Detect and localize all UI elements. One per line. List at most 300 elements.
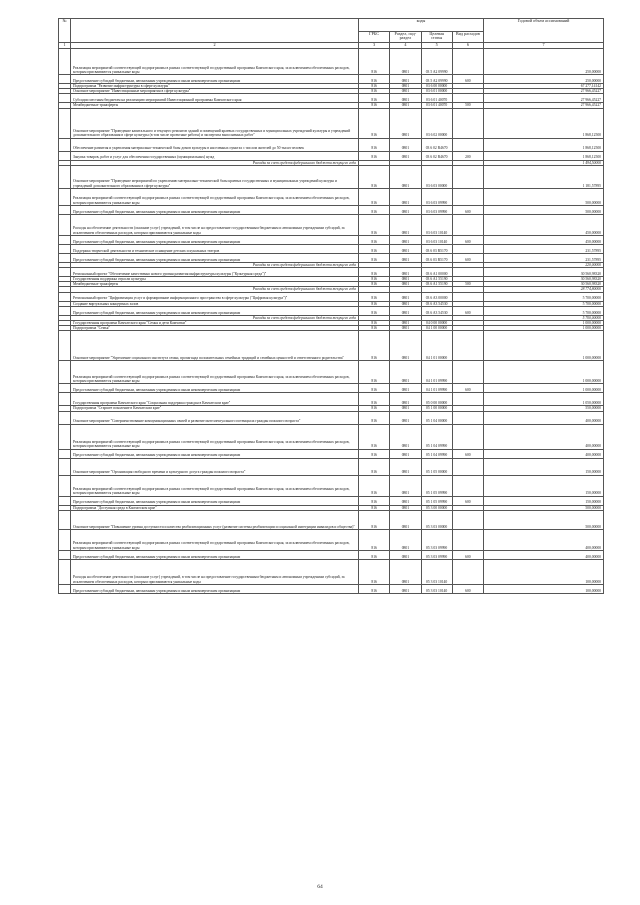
row-razdel-cell: 0801 — [390, 550, 421, 559]
row-name-cell: Предоставление субсидий бюджетным, автономным учреждениям и иным некоммерческим организациям — [71, 205, 359, 214]
row-amount-cell: 150,00000 — [484, 475, 604, 496]
row-expense-type-cell — [452, 361, 483, 384]
table-row — [59, 188, 604, 205]
row-razdel-cell: 0801 — [390, 253, 421, 262]
row-name-cell: Региональный проект "Цифровизация услуг и формирование информационного пространства в сфере культуры ("Цифровая культура")" — [71, 292, 359, 301]
row-number-cell — [59, 151, 71, 160]
row-expense-type-cell — [452, 475, 483, 496]
row-name-cell: Подпрограмма "Семья" — [71, 326, 359, 331]
row-grbs-cell: 816 — [359, 84, 390, 89]
row-expense-type-cell — [452, 424, 483, 449]
row-target-article-cell: 03 6 01 00000 — [421, 89, 452, 94]
row-name-cell: Предоставление субсидий бюджетным, автономным учреждениям и иным некоммерческим организациям — [71, 75, 359, 84]
row-name-cell: Расходы за счет средств федерального бюджета текущего года — [71, 160, 359, 165]
row-amount-cell: 1 000,00000 — [484, 321, 604, 326]
row-grbs-cell: 816 — [359, 449, 390, 458]
row-expense-type-cell — [452, 458, 483, 475]
table-row — [59, 268, 604, 277]
row-razdel-cell: 0801 — [390, 393, 421, 406]
row-name-cell: Региональный проект "Обеспечение качественно нового уровня развития инфраструктуры культуры ("Культурная среда")" — [71, 268, 359, 277]
row-number-cell — [59, 268, 71, 277]
row-razdel-cell: 0801 — [390, 510, 421, 529]
row-amount-cell: 27 966,45227 — [484, 89, 604, 94]
row-amount-cell: 231,57895 — [484, 253, 604, 262]
row-number-cell — [59, 449, 71, 458]
row-number-cell — [59, 361, 71, 384]
row-name-cell: Основное мероприятие "Инвестиционные мероприятия в сфере культуры" — [71, 89, 359, 94]
row-number-cell — [59, 253, 71, 262]
table-row — [59, 384, 604, 393]
row-expense-type-cell — [452, 165, 483, 188]
row-grbs-cell: 816 — [359, 326, 390, 331]
row-razdel-cell: 0801 — [390, 138, 421, 151]
row-expense-type-cell: 600 — [452, 253, 483, 262]
row-name-cell: Закупка товаров, работ и услуг для обеспечения государственных (муниципальных) нужд — [71, 151, 359, 160]
row-name-cell: Расходы на обеспечение деятельности (оказание услуг) учреждений, в том числе на предоставление государственным бюджетным и автономным учреждениям субсидий, за исключением обеспеченных расходов, которым присваиваются уникальные коды — [71, 214, 359, 235]
row-razdel-cell: 0801 — [390, 214, 421, 235]
row-razdel-cell: 0801 — [390, 331, 421, 361]
row-name-cell: Реализация мероприятий соответствующей подпрограммы в рамках соответствующей государственной программы Камчатского края, за исключением обеспеченных расходов, которым присваиваются уникальные коды — [71, 361, 359, 384]
row-razdel-cell: 0801 — [390, 306, 421, 315]
row-expense-type-cell: 600 — [452, 75, 483, 84]
row-target-article-cell: 05 3 03 09990 — [421, 529, 452, 550]
row-amount-cell: 231,57895 — [484, 244, 604, 253]
row-amount-cell: 27 966,45227 — [484, 103, 604, 108]
row-number-cell — [59, 550, 71, 559]
row-amount-cell: 450,00000 — [484, 235, 604, 244]
row-target-article-cell: 03 6 03 R5170 — [421, 244, 452, 253]
row-grbs-cell: 816 — [359, 165, 390, 188]
table-row — [59, 214, 604, 235]
row-grbs-cell: 816 — [359, 411, 390, 424]
table-row — [59, 424, 604, 449]
row-target-article-cell: 03 6 A1 55190 — [421, 277, 452, 282]
page-number: 64 — [317, 884, 323, 890]
row-amount-cell: 1 494,50000 — [484, 160, 604, 165]
row-expense-type-cell: 600 — [452, 306, 483, 315]
row-expense-type-cell — [452, 393, 483, 406]
row-number-cell — [59, 496, 71, 505]
table-row — [59, 496, 604, 505]
header-colnum: 6 — [452, 43, 483, 49]
row-number-cell — [59, 214, 71, 235]
row-target-article-cell: 03 6 03 09990 — [421, 188, 452, 205]
row-razdel-cell: 0801 — [390, 458, 421, 475]
row-name-cell: Государственная программа Камчатского края "Семья и дети Камчатки" — [71, 321, 359, 326]
row-grbs-cell: 816 — [359, 235, 390, 244]
row-razdel-cell: 0801 — [390, 151, 421, 160]
row-name-cell: Предоставление субсидий бюджетным, автономным учреждениям и иным некоммерческим организациям — [71, 584, 359, 593]
row-number-cell — [59, 559, 71, 584]
row-name-cell: Предоставление субсидий бюджетным, автономным учреждениям и иным некоммерческим организациям — [71, 449, 359, 458]
row-expense-type-cell: 600 — [452, 205, 483, 214]
row-name-cell: Расходы за счет средств федерального бюджета текущего года — [71, 262, 359, 267]
header-colnum: 7 — [484, 43, 604, 49]
row-razdel-cell: 0801 — [390, 94, 421, 103]
row-razdel-cell: 0801 — [390, 361, 421, 384]
row-amount-cell: 100,00000 — [484, 584, 604, 593]
row-target-article-cell: 03 6 02 R4670 — [421, 138, 452, 151]
row-amount-cell: 28 774,80000 — [484, 287, 604, 292]
row-target-article-cell: 04 1 00 00000 — [421, 326, 452, 331]
table-row — [59, 235, 604, 244]
row-name-cell: Подпрограмма "Старшее поколение в Камчатском крае" — [71, 406, 359, 411]
row-amount-cell: 30 560,98320 — [484, 277, 604, 282]
row-name-cell: Расходы на обеспечение деятельности (оказание услуг) учреждений, в том числе на предоставление государственным бюджетным и автономным учреждениям субсидий, за исключением обеспеченных расходов, которым присваиваются уникальные коды — [71, 559, 359, 584]
row-expense-type-cell: 500 — [452, 282, 483, 287]
row-target-article-cell: 05 3 03 10140 — [421, 584, 452, 593]
header-colnum: 3 — [359, 43, 390, 49]
row-grbs-cell: 816 — [359, 584, 390, 593]
row-razdel-cell: 0801 — [390, 406, 421, 411]
row-number-cell — [59, 108, 71, 138]
row-name-cell: Создание виртуальных концертных залов — [71, 301, 359, 306]
row-number-cell — [59, 138, 71, 151]
row-name-cell: Расходы за счет средств федерального бюджета текущего года — [71, 287, 359, 292]
row-amount-cell: 400,00000 — [484, 529, 604, 550]
row-amount-cell: 150,00000 — [484, 458, 604, 475]
header-name — [71, 19, 359, 43]
row-name-cell: Подпрограмма "Доступная среда в Камчатском крае" — [71, 505, 359, 510]
row-target-article-cell: 04 1 01 09990 — [421, 361, 452, 384]
row-expense-type-cell — [452, 244, 483, 253]
row-amount-cell: 500,00000 — [484, 505, 604, 510]
row-grbs-cell: 816 — [359, 268, 390, 277]
row-razdel-cell: 0801 — [390, 496, 421, 505]
table-row — [59, 75, 604, 84]
row-razdel-cell: 0801 — [390, 49, 421, 75]
row-target-article-cell: 05 3 03 00000 — [421, 510, 452, 529]
row-target-article-cell: 05 3 03 10140 — [421, 559, 452, 584]
row-expense-type-cell: 200 — [452, 151, 483, 160]
row-amount-cell: 1 000,00000 — [484, 384, 604, 393]
row-target-article-cell: 03 6 A3 00000 — [421, 292, 452, 301]
row-name-cell: Предоставление субсидий бюджетным, автономным учреждениям и иным некоммерческим организациям — [71, 384, 359, 393]
row-name-cell: Межбюджетные трансферты — [71, 282, 359, 287]
row-razdel-cell: 0801 — [390, 277, 421, 282]
row-target-article-cell: 05 1 05 09990 — [421, 475, 452, 496]
row-razdel-cell: 0801 — [390, 584, 421, 593]
row-target-article-cell: 05 3 03 09990 — [421, 550, 452, 559]
row-target-article-cell: 03 6 A3 54530 — [421, 301, 452, 306]
row-amount-cell: 250,00000 — [484, 75, 604, 84]
row-razdel-cell: 0801 — [390, 235, 421, 244]
row-name-cell: Основное мероприятие "Проведение мероприятий по укреплению материально-технической базы краевых государственных и муниципальных учреждений культуры и учреждений дополнительного образования в сфере культуры" — [71, 165, 359, 188]
document-page — [58, 18, 604, 863]
row-number-cell — [59, 529, 71, 550]
row-amount-cell: 1 868,12500 — [484, 108, 604, 138]
row-target-article-cell: 05 1 04 09990 — [421, 449, 452, 458]
row-number-cell — [59, 424, 71, 449]
row-expense-type-cell — [452, 108, 483, 138]
row-target-article-cell: 03 6 A1 55190 — [421, 282, 452, 287]
header-colnum: 5 — [421, 43, 452, 49]
row-amount-cell: 150,00000 — [484, 496, 604, 505]
row-razdel-cell: 0801 — [390, 108, 421, 138]
row-grbs-cell: 816 — [359, 458, 390, 475]
row-grbs-cell: 816 — [359, 393, 390, 406]
row-name-cell: Предоставление субсидий бюджетным, автономным учреждениям и иным некоммерческим организациям — [71, 550, 359, 559]
header-codes: коды — [359, 19, 484, 32]
row-expense-type-cell: 500 — [452, 103, 483, 108]
row-name-cell: Реализация мероприятий соответствующей подпрограммы в рамках соответствующей государственной программы Камчатского края, за исключением обеспеченных расходов, которым присваиваются уникальные коды — [71, 475, 359, 496]
row-target-article-cell: 05 1 05 00000 — [421, 458, 452, 475]
row-grbs-cell: 816 — [359, 244, 390, 253]
row-grbs-cell: 816 — [359, 205, 390, 214]
row-amount-cell: 30 560,98320 — [484, 268, 604, 277]
row-expense-type-cell — [452, 331, 483, 361]
row-target-article-cell: 04 0 00 00000 — [421, 321, 452, 326]
row-amount-cell: 1 181,57895 — [484, 165, 604, 188]
row-name-cell: Реализация мероприятий соответствующей подпрограммы в рамках соответствующей государственной программы Камчатского края, за исключением обеспеченных расходов, которым присваиваются уникальные коды — [71, 424, 359, 449]
row-grbs-cell: 816 — [359, 138, 390, 151]
row-grbs-cell: 816 — [359, 49, 390, 75]
row-amount-cell: 220,00000 — [484, 262, 604, 267]
row-grbs-cell: 816 — [359, 550, 390, 559]
table-row — [59, 411, 604, 424]
row-amount-cell: 400,00000 — [484, 550, 604, 559]
row-target-article-cell: 03 6 A1 00000 — [421, 268, 452, 277]
table-row — [59, 529, 604, 550]
row-grbs-cell: 816 — [359, 103, 390, 108]
row-grbs-cell: 816 — [359, 384, 390, 393]
row-grbs-cell: 816 — [359, 559, 390, 584]
table-row — [59, 393, 604, 406]
row-target-article-cell: 04 1 01 00000 — [421, 331, 452, 361]
row-name-cell: Реализация мероприятий соответствующей подпрограммы в рамках соответствующей государственной программы Камчатского края, за исключением обеспеченных расходов, которым присваиваются уникальные коды — [71, 49, 359, 75]
row-grbs-cell: 816 — [359, 301, 390, 306]
row-grbs-cell: 816 — [359, 253, 390, 262]
row-expense-type-cell: 600 — [452, 584, 483, 593]
row-number-cell — [59, 94, 71, 103]
row-razdel-cell: 0801 — [390, 559, 421, 584]
row-target-article-cell: 04 1 01 09990 — [421, 384, 452, 393]
row-grbs-cell: 816 — [359, 361, 390, 384]
row-amount-cell: 5 700,00000 — [484, 292, 604, 301]
row-expense-type-cell: 600 — [452, 235, 483, 244]
row-grbs-cell: 816 — [359, 292, 390, 301]
row-amount-cell: 250,00000 — [484, 49, 604, 75]
table-body — [59, 49, 604, 594]
row-target-article-cell: 05 1 04 09990 — [421, 424, 452, 449]
table-row — [59, 584, 604, 593]
row-amount-cell: 500,00000 — [484, 188, 604, 205]
row-grbs-cell: 816 — [359, 406, 390, 411]
row-target-article-cell: 03 5 A2 09990 — [421, 75, 452, 84]
row-number-cell — [59, 75, 71, 84]
row-grbs-cell: 816 — [359, 282, 390, 287]
row-name-cell: Предоставление субсидий бюджетным, автономным учреждениям и иным некоммерческим организациям — [71, 496, 359, 505]
row-razdel-cell: 0801 — [390, 268, 421, 277]
row-razdel-cell: 0801 — [390, 205, 421, 214]
row-name-cell: Субсидии местным бюджетам на реализацию мероприятий Инвестиционной программы Камчатского края — [71, 94, 359, 103]
row-number-cell — [59, 165, 71, 188]
row-number-cell — [59, 411, 71, 424]
row-grbs-cell: 816 — [359, 75, 390, 84]
row-amount-cell: 400,00000 — [484, 411, 604, 424]
row-number-cell — [59, 235, 71, 244]
header-number: № — [59, 19, 71, 43]
header-colnum: 2 — [71, 43, 359, 49]
row-number-cell — [59, 205, 71, 214]
row-target-article-cell: 03 6 02 00000 — [421, 108, 452, 138]
row-target-article-cell: 03 6 03 10140 — [421, 214, 452, 235]
row-expense-type-cell — [452, 268, 483, 277]
row-razdel-cell: 0801 — [390, 244, 421, 253]
row-grbs-cell: 816 — [359, 277, 390, 282]
row-amount-cell: 27 966,45227 — [484, 94, 604, 103]
row-razdel-cell: 0801 — [390, 292, 421, 301]
header-amount: Годовой объем ассигнований — [484, 19, 604, 43]
row-amount-cell: 400,00000 — [484, 449, 604, 458]
row-expense-type-cell: 600 — [452, 496, 483, 505]
table-row — [59, 361, 604, 384]
row-amount-cell: 400,00000 — [484, 424, 604, 449]
row-name-cell: Основное мероприятие "Совершенствование коммуникационных связей и развитие интеллектуального потенциала граждан пожилого возраста" — [71, 411, 359, 424]
table-row — [59, 205, 604, 214]
row-target-article-cell: 03 6 03 00000 — [421, 165, 452, 188]
row-amount-cell: 1 868,12500 — [484, 138, 604, 151]
row-grbs-cell: 816 — [359, 496, 390, 505]
table-row — [59, 138, 604, 151]
row-amount-cell: 550,00000 — [484, 406, 604, 411]
table-row — [59, 49, 604, 75]
row-amount-cell: 67 277,14142 — [484, 84, 604, 89]
table-row — [59, 165, 604, 188]
table-row — [59, 108, 604, 138]
row-razdel-cell: 0801 — [390, 505, 421, 510]
row-razdel-cell: 0801 — [390, 282, 421, 287]
row-amount-cell: 500,00000 — [484, 205, 604, 214]
row-number-cell — [59, 393, 71, 406]
row-expense-type-cell: 600 — [452, 550, 483, 559]
table-row — [59, 559, 604, 584]
row-amount-cell: 1 000,00000 — [484, 326, 604, 331]
row-name-cell: Межбюджетные трансферты — [71, 103, 359, 108]
row-number-cell — [59, 584, 71, 593]
row-expense-type-cell — [452, 529, 483, 550]
header-colnum: 1 — [59, 43, 71, 49]
budget-table — [58, 18, 604, 594]
row-grbs-cell: 816 — [359, 151, 390, 160]
table-row — [59, 306, 604, 315]
row-razdel-cell: 0801 — [390, 301, 421, 306]
row-amount-cell: 450,00000 — [484, 214, 604, 235]
row-grbs-cell: 816 — [359, 214, 390, 235]
row-amount-cell: 5 700,00000 — [484, 306, 604, 315]
row-amount-cell: 1 000,00000 — [484, 361, 604, 384]
row-grbs-cell: 816 — [359, 475, 390, 496]
row-grbs-cell: 816 — [359, 529, 390, 550]
row-target-article-cell: 05 1 04 00000 — [421, 411, 452, 424]
row-target-article-cell: 05 1 00 00000 — [421, 406, 452, 411]
row-razdel-cell: 0801 — [390, 449, 421, 458]
row-target-article-cell: 03 6 01 40070 — [421, 94, 452, 103]
row-target-article-cell: 03 6 00 00000 — [421, 84, 452, 89]
header-target-article: Целевая статья — [421, 32, 452, 43]
row-amount-cell: 1 050,00000 — [484, 393, 604, 406]
row-name-cell: Поддержка творческой деятельности и техническое оснащение детских и кукольных театров — [71, 244, 359, 253]
row-number-cell — [59, 331, 71, 361]
table-row — [59, 449, 604, 458]
row-expense-type-cell — [452, 411, 483, 424]
table-row — [59, 151, 604, 160]
row-name-cell: Основное мероприятие "Организация свободного времени и культурного досуга граждан пожилого возраста" — [71, 458, 359, 475]
row-grbs-cell: 816 — [359, 94, 390, 103]
row-razdel-cell: 0801 — [390, 84, 421, 89]
row-target-article-cell: 03 6 03 10140 — [421, 235, 452, 244]
row-target-article-cell: 03 6 A3 54530 — [421, 306, 452, 315]
row-grbs-cell: 816 — [359, 188, 390, 205]
row-expense-type-cell: 600 — [452, 384, 483, 393]
table-row — [59, 244, 604, 253]
row-name-cell: Предоставление субсидий бюджетным, автономным учреждениям и иным некоммерческим организациям — [71, 253, 359, 262]
row-grbs-cell: 816 — [359, 510, 390, 529]
row-number-cell — [59, 475, 71, 496]
row-grbs-cell: 816 — [359, 89, 390, 94]
row-expense-type-cell — [452, 559, 483, 584]
row-name-cell: Основное мероприятие "Повышение уровня доступности и качества реабилитационных услуг (развитие системы реабилитации и социальной интеграции инвалидов и общества)" — [71, 510, 359, 529]
row-amount-cell: 5 700,00000 — [484, 315, 604, 320]
row-expense-type-cell — [452, 94, 483, 103]
row-number-cell — [59, 510, 71, 529]
row-name-cell: Подпрограмма "Развитие инфраструктуры в сфере культуры" — [71, 84, 359, 89]
row-target-article-cell: 03 6 03 09990 — [421, 205, 452, 214]
table-row — [59, 475, 604, 496]
row-razdel-cell: 0801 — [390, 103, 421, 108]
row-razdel-cell: 0801 — [390, 475, 421, 496]
row-amount-cell: 30 560,98320 — [484, 282, 604, 287]
row-amount-cell: 1 000,00000 — [484, 331, 604, 361]
row-number-cell — [59, 244, 71, 253]
table-row — [59, 253, 604, 262]
row-name-cell: Предоставление субсидий бюджетным, автономным учреждениям и иным некоммерческим организациям — [71, 306, 359, 315]
row-razdel-cell: 0801 — [390, 424, 421, 449]
row-grbs-cell: 816 — [359, 108, 390, 138]
row-razdel-cell: 0801 — [390, 89, 421, 94]
row-target-article-cell: 05 1 05 09990 — [421, 496, 452, 505]
row-razdel-cell: 0801 — [390, 384, 421, 393]
row-grbs-cell: 816 — [359, 321, 390, 326]
row-expense-type-cell — [452, 138, 483, 151]
row-target-article-cell: 03 6 02 R4670 — [421, 151, 452, 160]
row-target-article-cell: 05 0 00 00000 — [421, 393, 452, 406]
row-name-cell: Предоставление субсидий бюджетным, автономным учреждениям и иным некоммерческим организациям — [71, 235, 359, 244]
row-razdel-cell: 0801 — [390, 529, 421, 550]
row-razdel-cell: 0801 — [390, 321, 421, 326]
header-expense-type: Вид расходов — [452, 32, 483, 43]
row-grbs-cell: 816 — [359, 331, 390, 361]
row-grbs-cell: 816 — [359, 306, 390, 315]
table-row — [59, 458, 604, 475]
row-expense-type-cell — [452, 292, 483, 301]
row-number-cell — [59, 292, 71, 301]
header-colnum: 4 — [390, 43, 421, 49]
header-razdel: Раздел, под-раздел — [390, 32, 421, 43]
header-grbs: ГРБС — [359, 32, 390, 43]
row-amount-cell: 100,00000 — [484, 559, 604, 584]
row-amount-cell: 500,00000 — [484, 510, 604, 529]
row-amount-cell: 1 868,12500 — [484, 151, 604, 160]
row-grbs-cell: 816 — [359, 505, 390, 510]
table-row — [59, 94, 604, 103]
row-target-article-cell: 03 5 A2 09990 — [421, 49, 452, 75]
row-name-cell: Реализация мероприятий соответствующей подпрограммы в рамках соответствующей государственной программы Камчатского края, за исключением обеспеченных расходов, которым присваиваются уникальные коды — [71, 529, 359, 550]
row-number-cell — [59, 458, 71, 475]
row-grbs-cell: 816 — [359, 424, 390, 449]
row-expense-type-cell — [452, 49, 483, 75]
row-expense-type-cell — [452, 510, 483, 529]
